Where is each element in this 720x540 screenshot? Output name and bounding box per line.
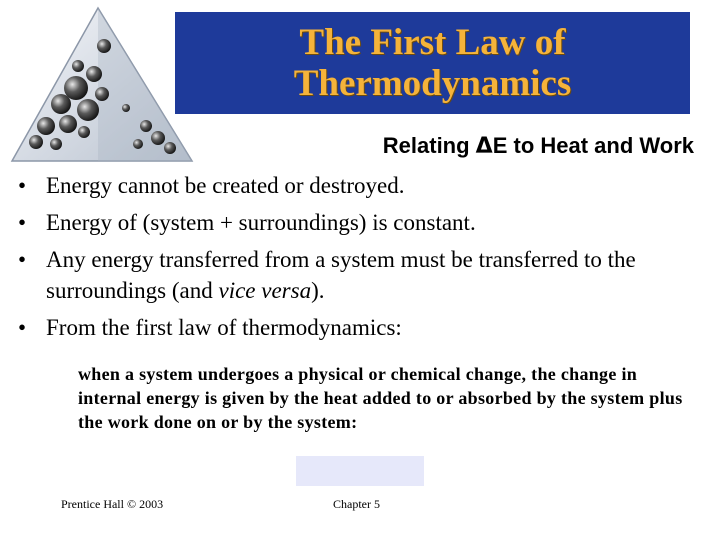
title-banner [175,12,690,114]
equation-placeholder-box [296,456,424,486]
bullet-text-after: ). [311,278,325,303]
bullet-marker: • [18,173,27,198]
bullet-text-italic: vice versa [218,278,312,303]
bullet-item [18,312,708,343]
molecule-triangle-logo [6,6,196,166]
bullet-item [18,207,708,238]
subtitle-rest: E to Heat and Work [492,133,694,158]
first-law-detail-text: when a system undergoes a physical or chemical change, the change in internal energy is given by the heat added to or absorbed by the system plus the work done on or by the system: [78,364,683,432]
bullet-item [18,170,708,201]
bullet-text: From the first law of thermodynamics: [46,315,402,340]
slide-subtitle [383,133,694,159]
bullet-text: Energy cannot be created or destroyed. [46,173,405,198]
bullet-item [18,244,708,306]
footer-publisher: Prentice Hall © 2003 [61,497,164,511]
bullet-marker: • [18,315,27,340]
bullet-text-before: Any energy transferred from a system must be transferred to the surroundings (and [46,247,636,303]
bullet-marker: • [18,247,27,272]
footer-chapter: Chapter 5 [333,497,380,511]
subtitle-prefix: Relating [382,133,476,158]
slide-title-line-1: The First Law of [299,22,566,63]
bullet-text: Energy of (system + surroundings) is constant. [46,210,476,235]
bullet-list [18,170,708,349]
bullet-marker: • [18,210,27,235]
delta-symbol: Δ [475,134,493,159]
slide-title-line-2: Thermodynamics [293,63,572,104]
